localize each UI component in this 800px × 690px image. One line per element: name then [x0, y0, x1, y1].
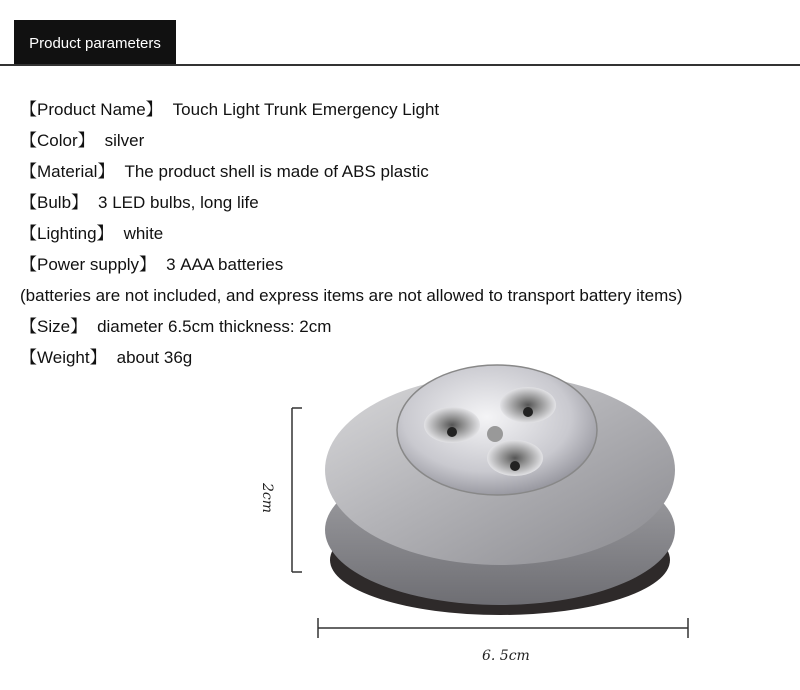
spec-battery-note: (batteries are not included, and express items are not allowed to transport battery items): [20, 286, 683, 305]
spec-list: [20, 94, 795, 373]
width-label: 6. 5cm: [482, 648, 530, 664]
spec-bulb: 【Bulb】 3 LED bulbs, long life: [20, 193, 259, 212]
width-dimension: [318, 618, 688, 638]
light-body: [325, 375, 675, 565]
height-label: 2cm: [259, 482, 276, 514]
section-title: [14, 20, 176, 66]
spec-weight: 【Weight】 about 36g: [20, 348, 193, 367]
height-dimension: [292, 408, 302, 572]
spec-product-name: 【Product Name】 Touch Light Trunk Emergency Light: [20, 100, 440, 119]
led-1: [424, 407, 480, 443]
spec-material: 【Material】 The product shell is made of ABS plastic: [20, 162, 429, 181]
led-3: [487, 440, 543, 476]
header-divider: [0, 64, 800, 66]
section-title-text: Product parameters: [29, 34, 161, 52]
led-2: [500, 387, 556, 423]
spec-color: 【Color】 silver: [20, 131, 145, 150]
base-ring: [330, 505, 670, 615]
spec-size: 【Size】 diameter 6.5cm thickness: 2cm: [20, 317, 332, 336]
lens-dome: [397, 365, 597, 495]
spec-lighting: 【Lighting】 white: [20, 224, 164, 243]
spec-power-supply: 【Power supply】 3 AAA batteries: [20, 255, 284, 274]
